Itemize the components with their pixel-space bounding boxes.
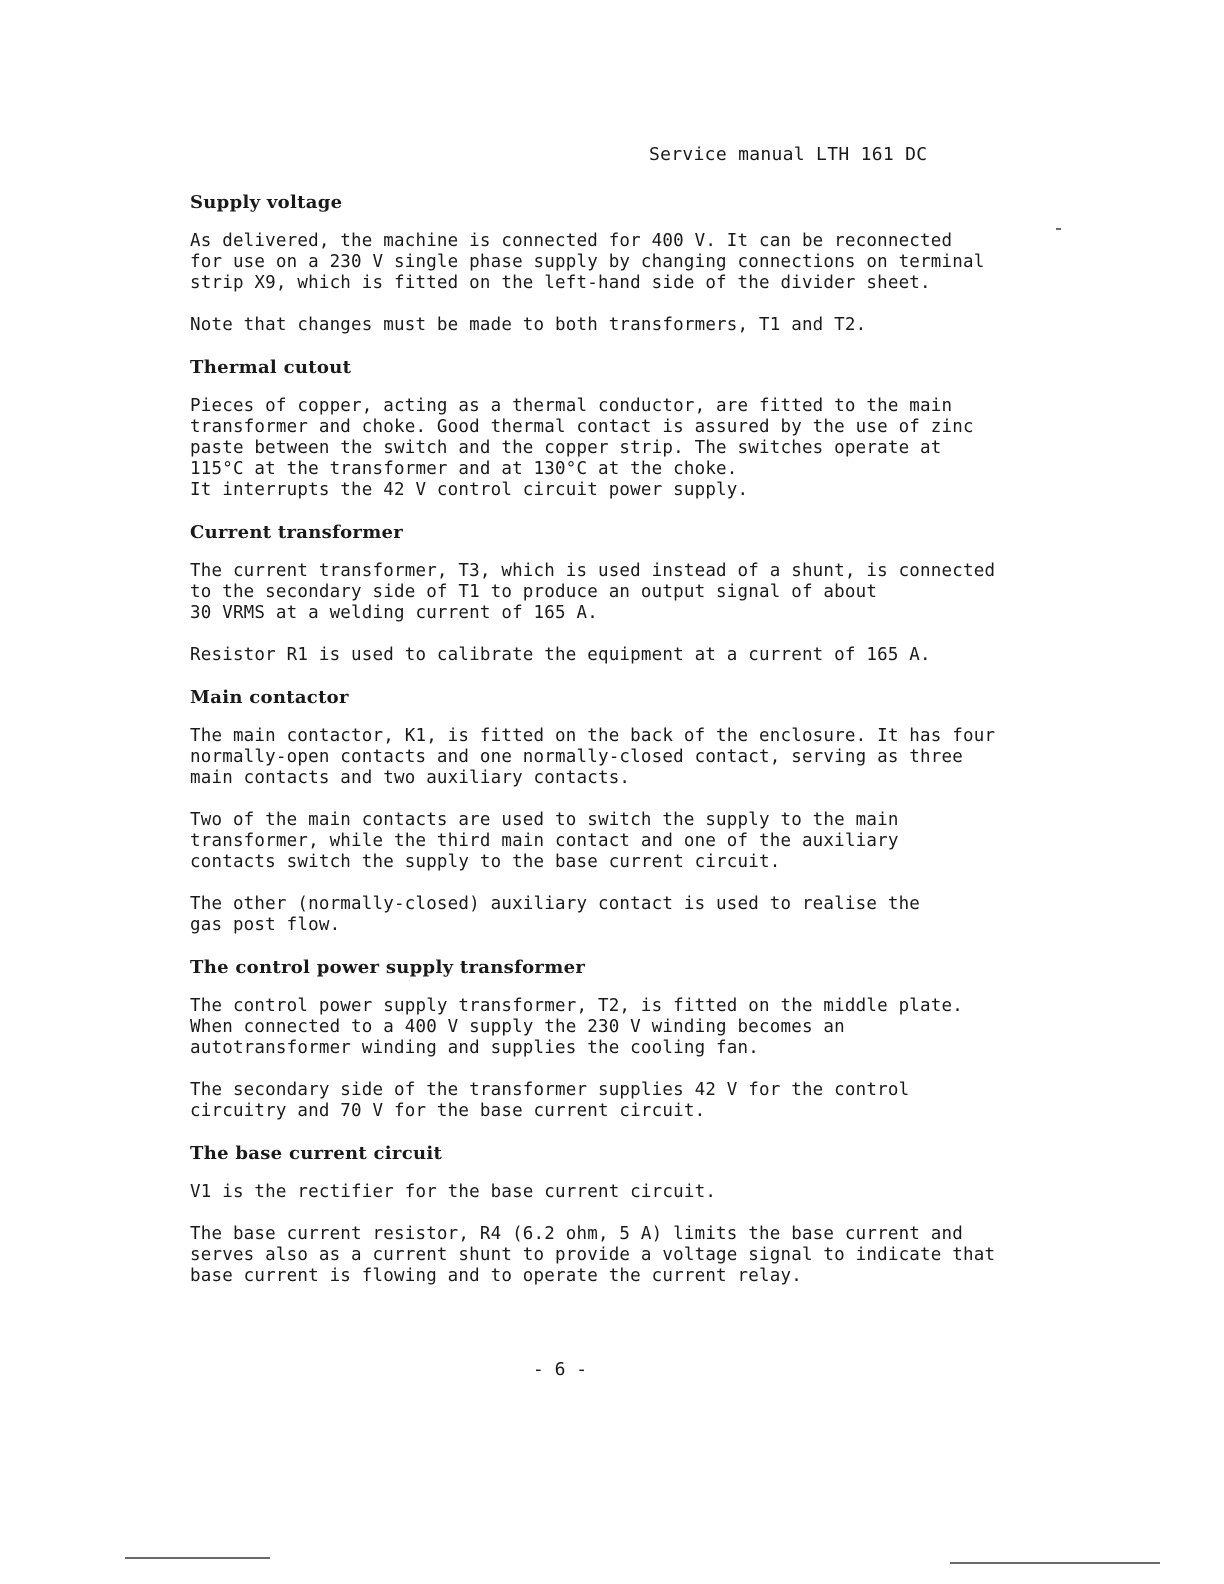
page-number: - 6 - <box>532 1359 588 1380</box>
scan-dot-top-right <box>1056 228 1061 230</box>
paragraph: The secondary side of the transformer supplies 42 V for the control circuitry and 70 V for the base current circuit. <box>190 1080 910 1121</box>
paragraph: Pieces of copper, acting as a thermal conductor, are fitted to the main transformer and choke. Good thermal contact is assured by the use of zinc paste between the switch and the copper strip. The switches operate at 115°C at the transformer and at 130°C at the choke. It interrupts the 42 V control circuit power supply. <box>190 396 974 500</box>
paragraph: V1 is the rectifier for the base current circuit. <box>190 1182 717 1202</box>
scan-line-left <box>125 1557 270 1559</box>
paragraph: The other (normally-closed) auxiliary contact is used to realise the gas post flow. <box>190 894 921 935</box>
section-control-power-supply-transformer <box>190 957 1050 1122</box>
section-heading: Supply voltage <box>190 192 343 213</box>
paragraph: The main contactor, K1, is fitted on the back of the enclosure. It has four normally-open contacts and one normally-closed contact, serving as three main contacts and two auxiliary contacts. <box>190 726 996 788</box>
document-body <box>190 192 1050 1308</box>
paragraph: As delivered, the machine is connected for 400 V. It can be reconnected for use on a 230 V single phase supply by changing connections on terminal strip X9, which is fitted on the left-hand side of the divider sheet. <box>190 231 985 293</box>
running-header: Service manual LTH 161 DC <box>649 144 928 165</box>
paragraph: The current transformer, T3, which is used instead of a shunt, is connected to the secondary side of T1 to produce an output signal of about 30 VRMS at a welding current of 165 A. <box>190 561 996 623</box>
section-current-transformer <box>190 522 1050 666</box>
paragraph: The base current resistor, R4 (6.2 ohm, 5 A) limits the base current and serves also as a current shunt to provide a voltage signal to indicate that base current is flowing and to operate the current relay. <box>190 1224 996 1286</box>
section-supply-voltage <box>190 192 1050 336</box>
scan-line-right <box>950 1562 1160 1564</box>
section-heading: Thermal cutout <box>190 357 352 378</box>
section-base-current-circuit <box>190 1143 1050 1287</box>
section-thermal-cutout <box>190 357 1050 501</box>
paragraph: Two of the main contacts are used to switch the supply to the main transformer, while the third main contact and one of the auxiliary contacts switch the supply to the base current circuit. <box>190 810 899 872</box>
paragraph: Note that changes must be made to both transformers, T1 and T2. <box>190 315 867 335</box>
paragraph: The control power supply transformer, T2, is fitted on the middle plate. When connected to a 400 V supply the 230 V winding becomes an autotransformer winding and supplies the cooling fan. <box>190 996 963 1058</box>
section-heading: The base current circuit <box>190 1143 443 1164</box>
section-main-contactor <box>190 687 1050 936</box>
section-heading: The control power supply transformer <box>190 957 586 978</box>
paragraph: Resistor R1 is used to calibrate the equipment at a current of 165 A. <box>190 645 931 665</box>
section-heading: Main contactor <box>190 687 349 708</box>
section-heading: Current transformer <box>190 522 404 543</box>
